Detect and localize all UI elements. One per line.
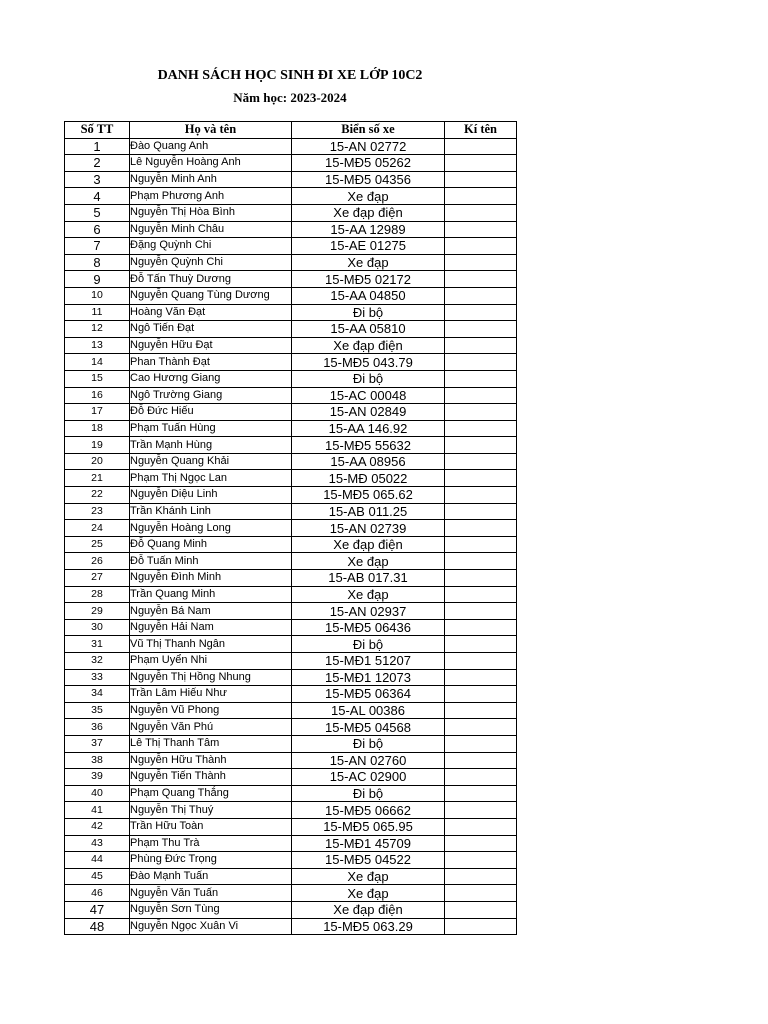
table-row [65,752,517,769]
student-name: Đào Quang Anh [130,138,292,155]
license-plate: 15-AB 011.25 [292,503,445,520]
signature-cell [445,188,517,205]
license-plate: 15-AN 02760 [292,752,445,769]
student-vehicle-table [64,121,517,935]
student-name: Phạm Tuấn Hùng [130,420,292,437]
table-row [65,221,517,238]
row-number: 42 [65,818,130,835]
row-number: 26 [65,553,130,570]
student-name: Nguyễn Minh Anh [130,171,292,188]
table-row [65,785,517,802]
row-number: 15 [65,370,130,387]
table-row [65,835,517,852]
row-number: 8 [65,254,130,271]
row-number: 36 [65,719,130,736]
license-plate: 15-MĐ5 06436 [292,619,445,636]
license-plate: 15-AB 017.31 [292,570,445,587]
license-plate: Xe đạp [292,885,445,902]
table-header-row [65,122,517,139]
signature-cell [445,420,517,437]
license-plate: 15-AA 08956 [292,453,445,470]
license-plate: 15-MĐ1 51207 [292,653,445,670]
table-row [65,437,517,454]
license-plate: 15-MĐ5 04522 [292,852,445,869]
row-number: 4 [65,188,130,205]
student-name: Phạm Thu Trà [130,835,292,852]
table-row [65,304,517,321]
license-plate: 15-MĐ5 043.79 [292,354,445,371]
table-row [65,354,517,371]
table-row [65,669,517,686]
license-plate: 15-AA 146.92 [292,420,445,437]
signature-cell [445,702,517,719]
row-number: 11 [65,304,130,321]
student-name: Đặng Quỳnh Chi [130,238,292,255]
row-number: 17 [65,404,130,421]
student-name: Nguyễn Quang Khải [130,453,292,470]
license-plate: Đi bộ [292,370,445,387]
signature-cell [445,686,517,703]
table-row [65,370,517,387]
table-row [65,653,517,670]
license-plate: 15-MĐ5 06662 [292,802,445,819]
row-number: 13 [65,337,130,354]
signature-cell [445,735,517,752]
student-name: Nguyễn Hải Nam [130,619,292,636]
row-number: 48 [65,918,130,935]
license-plate: 15-MĐ5 06364 [292,686,445,703]
table-row [65,818,517,835]
row-number: 3 [65,171,130,188]
student-name: Cao Hương Giang [130,370,292,387]
student-name: Nguyễn Văn Phú [130,719,292,736]
license-plate: Xe đạp [292,586,445,603]
license-plate: 15-MĐ5 04568 [292,719,445,736]
row-number: 35 [65,702,130,719]
signature-cell [445,752,517,769]
student-name: Phạm Phương Anh [130,188,292,205]
row-number: 21 [65,470,130,487]
signature-cell [445,603,517,620]
signature-cell [445,337,517,354]
license-plate: 15-MĐ5 05262 [292,155,445,172]
license-plate: Đi bộ [292,785,445,802]
student-name: Lê Thị Thanh Tâm [130,735,292,752]
table-row [65,636,517,653]
row-number: 28 [65,586,130,603]
table-row [65,387,517,404]
signature-cell [445,769,517,786]
license-plate: Xe đạp [292,868,445,885]
license-plate: 15-AN 02937 [292,603,445,620]
table-row [65,487,517,504]
school-year: Năm học: 2023-2024 [233,90,347,105]
student-name: Nguyễn Bá Nam [130,603,292,620]
table-body [65,138,517,935]
license-plate: Xe đạp điện [292,901,445,918]
signature-cell [445,271,517,288]
row-number: 30 [65,619,130,636]
header-signature: Kí tên [445,122,517,139]
signature-cell [445,852,517,869]
student-name: Trần Quang Minh [130,586,292,603]
signature-cell [445,437,517,454]
student-name: Trần Khánh Linh [130,503,292,520]
license-plate: Xe đạp [292,254,445,271]
signature-cell [445,636,517,653]
signature-cell [445,885,517,902]
header-plate: Biển số xe [292,122,445,139]
signature-cell [445,520,517,537]
student-name: Phan Thành Đạt [130,354,292,371]
student-name: Nguyễn Thị Thuý [130,802,292,819]
student-name: Nguyễn Thị Hòa Bình [130,204,292,221]
row-number: 37 [65,735,130,752]
license-plate: Xe đạp [292,553,445,570]
table-row [65,238,517,255]
signature-cell [445,619,517,636]
table-row [65,171,517,188]
row-number: 31 [65,636,130,653]
table-row [65,553,517,570]
table-row [65,735,517,752]
table-row [65,138,517,155]
row-number: 1 [65,138,130,155]
signature-cell [445,553,517,570]
license-plate: 15-MĐ5 04356 [292,171,445,188]
row-number: 40 [65,785,130,802]
row-number: 23 [65,503,130,520]
table-row [65,918,517,935]
signature-cell [445,404,517,421]
license-plate: 15-MĐ5 065.62 [292,487,445,504]
signature-cell [445,536,517,553]
row-number: 6 [65,221,130,238]
signature-cell [445,818,517,835]
row-number: 20 [65,453,130,470]
license-plate: 15-AE 01275 [292,238,445,255]
signature-cell [445,354,517,371]
signature-cell [445,155,517,172]
signature-cell [445,321,517,338]
table-row [65,520,517,537]
row-number: 7 [65,238,130,255]
row-number: 45 [65,868,130,885]
student-name: Đỗ Quang Minh [130,536,292,553]
signature-cell [445,802,517,819]
signature-cell [445,387,517,404]
row-number: 12 [65,321,130,338]
student-name: Phạm Thị Ngọc Lan [130,470,292,487]
license-plate: 15-AN 02739 [292,520,445,537]
row-number: 29 [65,603,130,620]
signature-cell [445,570,517,587]
license-plate: 15-MĐ 05022 [292,470,445,487]
table-row [65,586,517,603]
signature-cell [445,254,517,271]
row-number: 10 [65,287,130,304]
signature-cell [445,453,517,470]
signature-cell [445,238,517,255]
student-name: Đỗ Tấn Thuỳ Dương [130,271,292,288]
student-name: Lê Nguyễn Hoàng Anh [130,155,292,172]
row-number: 19 [65,437,130,454]
license-plate: 15-MĐ1 45709 [292,835,445,852]
table-row [65,702,517,719]
row-number: 9 [65,271,130,288]
student-name: Phùng Đức Trọng [130,852,292,869]
table-row [65,453,517,470]
license-plate: 15-MĐ5 063.29 [292,918,445,935]
signature-cell [445,719,517,736]
student-name: Đỗ Tuấn Minh [130,553,292,570]
signature-cell [445,669,517,686]
table-row [65,868,517,885]
student-name: Nguyễn Quỳnh Chi [130,254,292,271]
student-name: Nguyễn Ngọc Xuân Vi [130,918,292,935]
signature-cell [445,221,517,238]
table-row [65,254,517,271]
student-name: Nguyễn Đình Minh [130,570,292,587]
table-row [65,155,517,172]
license-plate: 15-AA 04850 [292,287,445,304]
table-row [65,802,517,819]
student-name: Nguyễn Tiến Thành [130,769,292,786]
student-name: Vũ Thị Thanh Ngân [130,636,292,653]
table-row [65,686,517,703]
row-number: 27 [65,570,130,587]
table-row [65,188,517,205]
student-name: Đỗ Đức Hiếu [130,404,292,421]
document-title: DANH SÁCH HỌC SINH ĐI XE LỚP 10C2 [157,68,423,83]
signature-cell [445,868,517,885]
table-row [65,769,517,786]
license-plate: 15-AL 00386 [292,702,445,719]
license-plate: Xe đạp điện [292,204,445,221]
signature-cell [445,586,517,603]
row-number: 44 [65,852,130,869]
license-plate: Đi bộ [292,304,445,321]
table-row [65,536,517,553]
row-number: 2 [65,155,130,172]
row-number: 16 [65,387,130,404]
student-name: Hoàng Văn Đạt [130,304,292,321]
signature-cell [445,470,517,487]
student-name: Nguyễn Hữu Thành [130,752,292,769]
table-row [65,287,517,304]
student-name: Nguyễn Thị Hồng Nhung [130,669,292,686]
student-name: Nguyễn Minh Châu [130,221,292,238]
row-number: 5 [65,204,130,221]
signature-cell [445,204,517,221]
table-row [65,885,517,902]
table-row [65,337,517,354]
student-name: Nguyễn Diệu Linh [130,487,292,504]
table-row [65,901,517,918]
signature-cell [445,785,517,802]
license-plate: 15-MĐ5 55632 [292,437,445,454]
table-row [65,719,517,736]
license-plate: Xe đạp điện [292,337,445,354]
license-plate: 15-AC 00048 [292,387,445,404]
student-name: Nguyễn Vũ Phong [130,702,292,719]
signature-cell [445,835,517,852]
table-row [65,404,517,421]
header-stt: Số TT [65,122,130,139]
student-name: Đào Mạnh Tuấn [130,868,292,885]
row-number: 14 [65,354,130,371]
student-name: Phạm Uyển Nhi [130,653,292,670]
table-row [65,420,517,437]
student-name: Trần Mạnh Hùng [130,437,292,454]
signature-cell [445,171,517,188]
student-name: Ngô Tiến Đạt [130,321,292,338]
student-name: Nguyễn Sơn Tùng [130,901,292,918]
row-number: 32 [65,653,130,670]
license-plate: 15-AA 12989 [292,221,445,238]
table-row [65,503,517,520]
signature-cell [445,503,517,520]
row-number: 22 [65,487,130,504]
student-name: Nguyễn Văn Tuấn [130,885,292,902]
row-number: 34 [65,686,130,703]
row-number: 47 [65,901,130,918]
student-name: Nguyễn Hoàng Long [130,520,292,537]
signature-cell [445,487,517,504]
row-number: 33 [65,669,130,686]
signature-cell [445,138,517,155]
license-plate: Xe đạp điện [292,536,445,553]
license-plate: 15-AC 02900 [292,769,445,786]
signature-cell [445,918,517,935]
table-row [65,570,517,587]
license-plate: Đi bộ [292,636,445,653]
license-plate: Đi bộ [292,735,445,752]
row-number: 24 [65,520,130,537]
row-number: 38 [65,752,130,769]
student-name: Nguyễn Quang Tùng Dương [130,287,292,304]
row-number: 39 [65,769,130,786]
signature-cell [445,901,517,918]
signature-cell [445,287,517,304]
student-name: Trần Hữu Toàn [130,818,292,835]
table-row [65,321,517,338]
license-plate: 15-MĐ5 02172 [292,271,445,288]
student-name: Nguyễn Hữu Đạt [130,337,292,354]
license-plate: 15-AN 02849 [292,404,445,421]
table-row [65,852,517,869]
table-row [65,470,517,487]
table-row [65,619,517,636]
table-row [65,603,517,620]
row-number: 18 [65,420,130,437]
row-number: 25 [65,536,130,553]
license-plate: Xe đạp [292,188,445,205]
license-plate: 15-MĐ1 12073 [292,669,445,686]
signature-cell [445,653,517,670]
table-row [65,204,517,221]
signature-cell [445,304,517,321]
license-plate: 15-MĐ5 065.95 [292,818,445,835]
student-name: Ngô Trường Giang [130,387,292,404]
license-plate: 15-AN 02772 [292,138,445,155]
signature-cell [445,370,517,387]
student-name: Phạm Quang Thắng [130,785,292,802]
table-row [65,271,517,288]
row-number: 46 [65,885,130,902]
header-name: Họ và tên [130,122,292,139]
row-number: 41 [65,802,130,819]
row-number: 43 [65,835,130,852]
license-plate: 15-AA 05810 [292,321,445,338]
student-name: Trần Lâm Hiếu Như [130,686,292,703]
